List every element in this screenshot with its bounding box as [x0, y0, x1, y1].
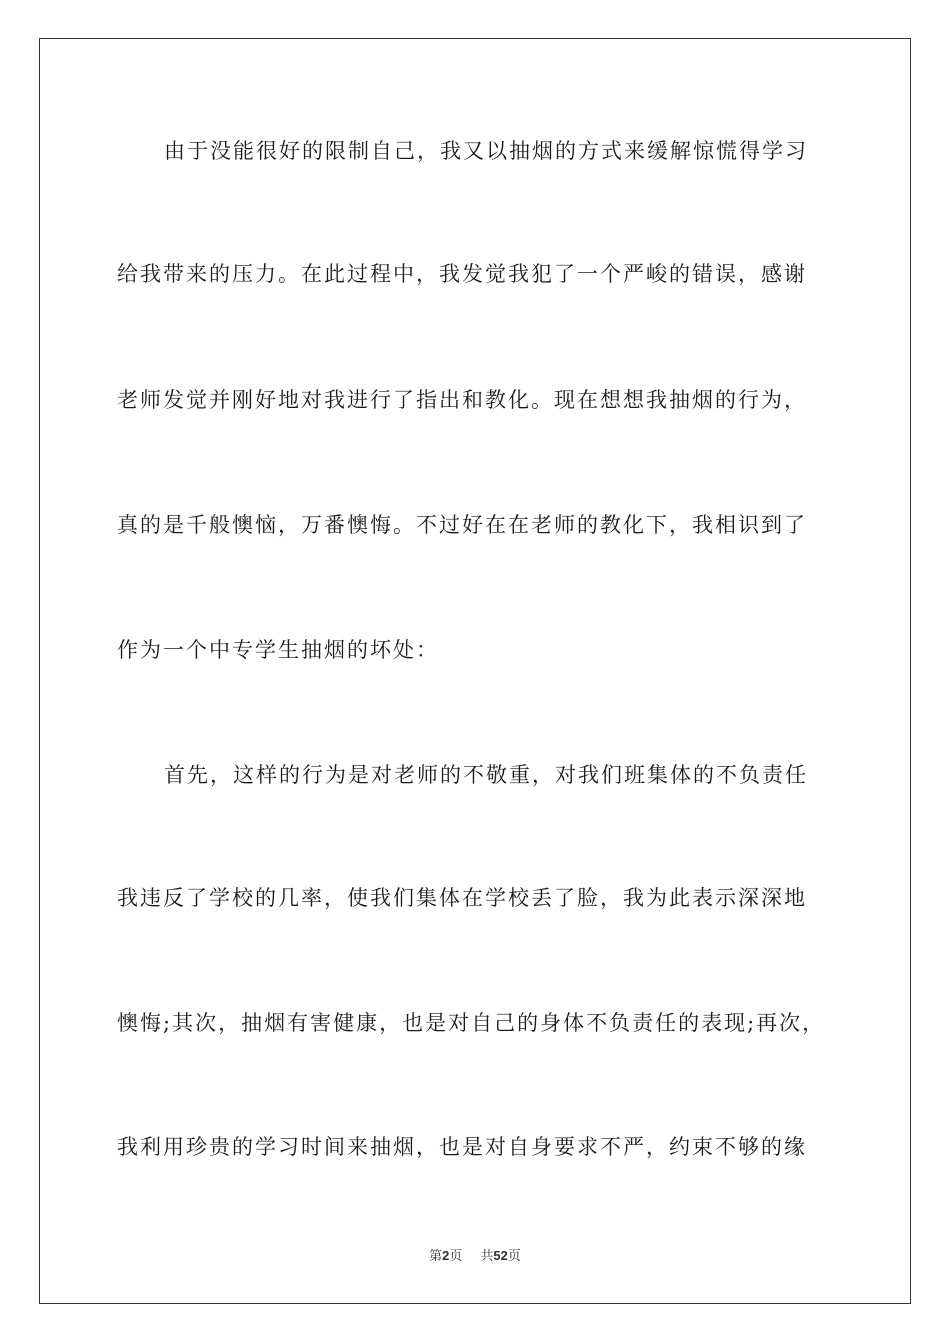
body-line-4: 真的是千般懊恼，万番懊悔。不过好在在老师的教化下，我相识到了	[117, 513, 807, 537]
body-line-6: 首先，这样的行为是对老师的不敬重，对我们班集体的不负责任	[164, 763, 808, 787]
page-footer	[0, 1247, 950, 1266]
total-prefix: 共	[480, 1249, 494, 1264]
body-line-7: 我违反了学校的几率，使我们集体在学校丢了脸，我为此表示深深地	[117, 886, 807, 910]
total-pages: 52	[493, 1248, 508, 1263]
page-border	[39, 38, 911, 1304]
page-number: 2	[442, 1248, 450, 1263]
body-line-5: 作为一个中专学生抽烟的坏处：	[117, 638, 439, 662]
page-suffix: 页	[449, 1249, 463, 1264]
body-line-1: 由于没能很好的限制自己，我又以抽烟的方式来缓解惊慌得学习	[164, 139, 808, 163]
total-suffix: 页	[507, 1249, 521, 1264]
body-line-8: 懊悔;其次，抽烟有害健康，也是对自己的身体不负责任的表现;再次，	[117, 1011, 826, 1035]
body-line-2: 给我带来的压力。在此过程中，我发觉我犯了一个严峻的错误，感谢	[117, 262, 807, 286]
body-line-3: 老师发觉并刚好地对我进行了指出和教化。现在想想我抽烟的行为，	[117, 388, 807, 412]
page-prefix: 第	[429, 1249, 443, 1264]
body-line-9: 我利用珍贵的学习时间来抽烟，也是对自身要求不严，约束不够的缘	[117, 1135, 807, 1159]
